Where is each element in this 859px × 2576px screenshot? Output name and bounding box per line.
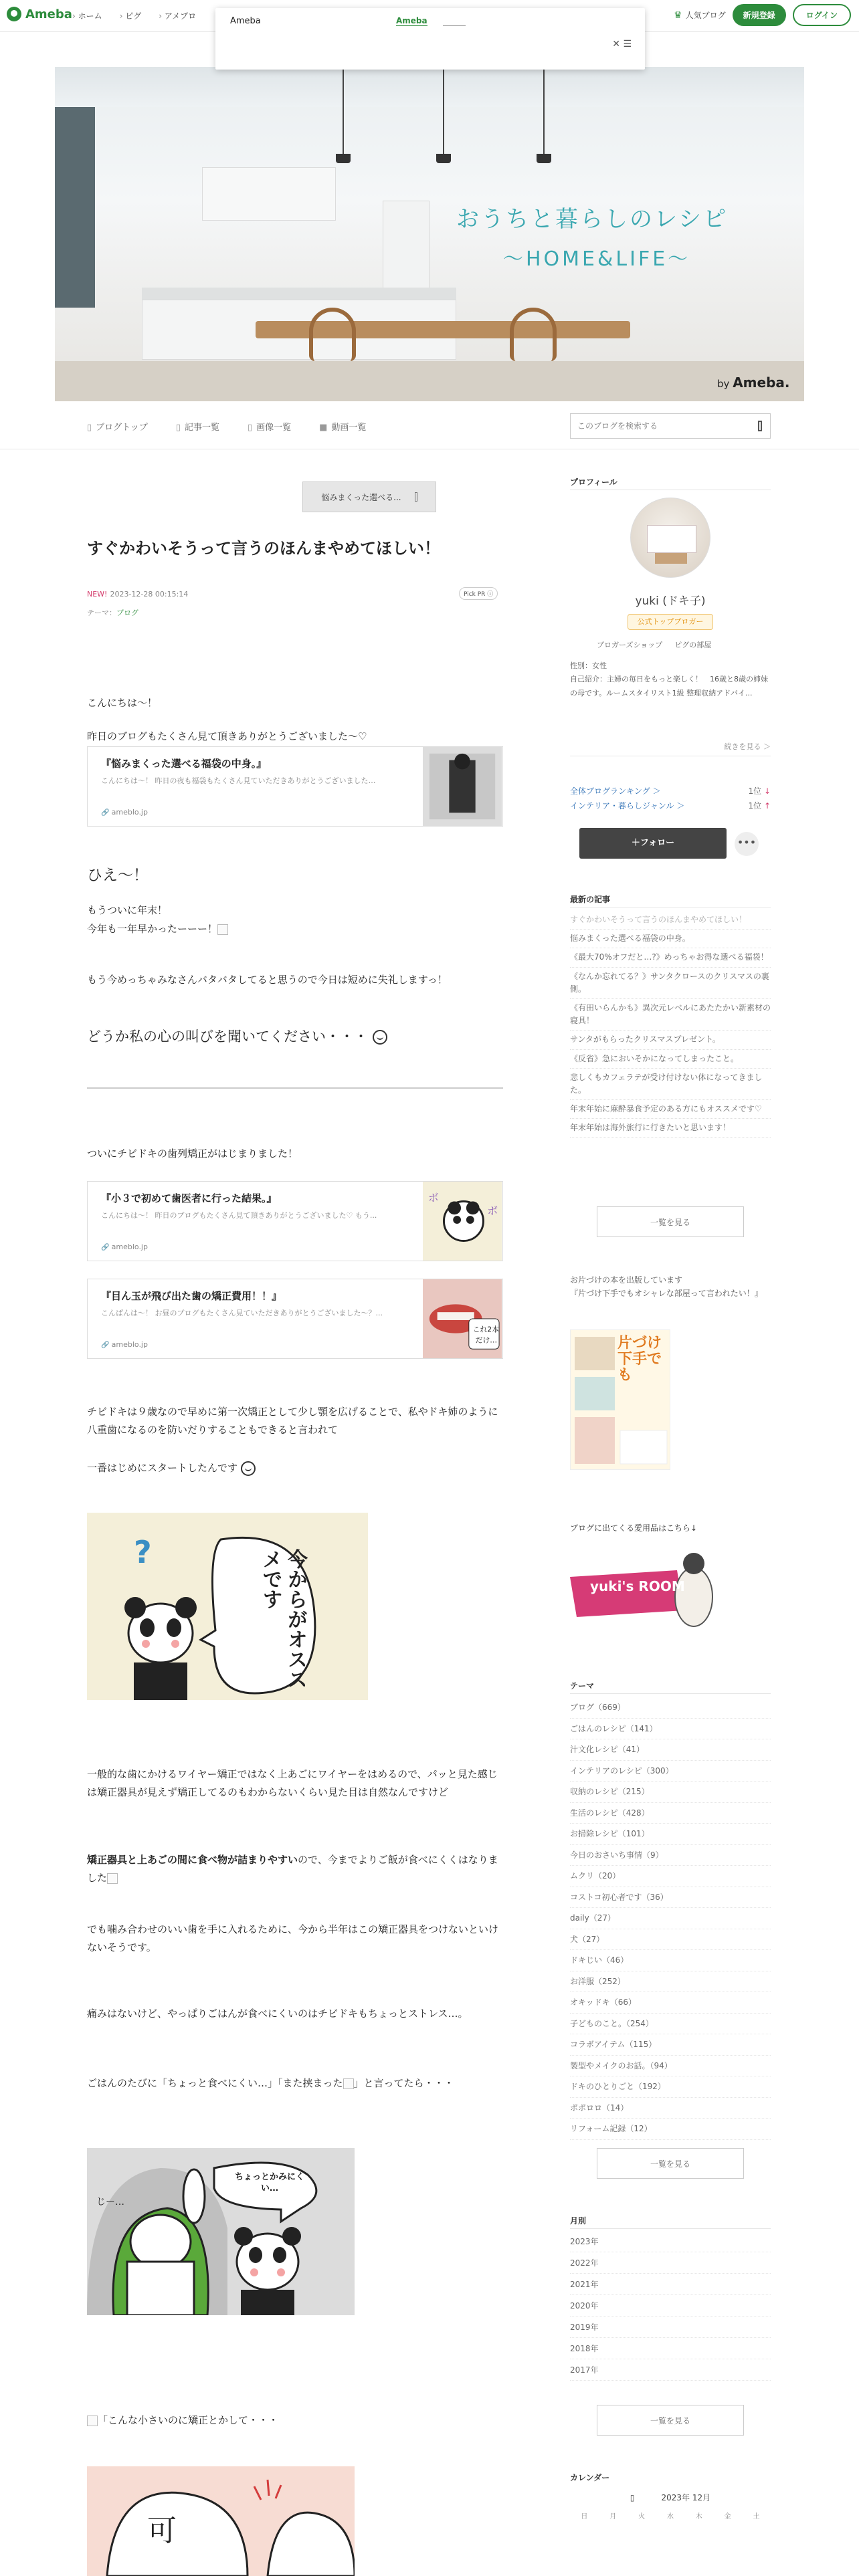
theme-link[interactable]: 子どものこと。（254） — [570, 2014, 771, 2035]
emoji-image — [107, 1873, 118, 1884]
nav-home[interactable]: › ホーム — [72, 10, 102, 21]
svg-text:ボ: ボ — [427, 1191, 439, 1204]
paragraph — [87, 920, 503, 938]
nav-dropdown-popup — [215, 8, 645, 70]
paragraph: こんにちは〜！ — [87, 697, 158, 709]
article-meta — [87, 590, 188, 599]
recent-article-link[interactable]: 《なんか忘れてる？》サンタクロースのクリスマスの裏側。 — [570, 968, 771, 999]
floor — [55, 361, 804, 401]
follow-button[interactable]: ＋フォロー — [579, 828, 727, 859]
blognav-label: 動画一覧 — [331, 423, 367, 433]
emoji-image — [217, 924, 228, 935]
paragraph: もう今めっちゃみなさんバタバタしてると思うので今日は短めに失礼しますっ！ — [87, 974, 448, 986]
theme-link[interactable]: 今日のおさいち事情（9） — [570, 1845, 771, 1866]
select-icon — [415, 492, 417, 502]
banner-title: おうちと暮らしのレシピ — [456, 206, 729, 233]
recent-article-link[interactable]: 悲しくもカフェラテが受け付けない体になってきました。 — [570, 1069, 771, 1100]
popup-underline — [443, 25, 466, 26]
theme-link[interactable]: daily（27） — [570, 1908, 771, 1929]
pickpr-badge[interactable]: Pick PR ⓘ — [459, 587, 498, 600]
link-card-site: 🔗 ameblo.jp — [101, 808, 148, 817]
login-button[interactable]: ログイン — [793, 4, 851, 26]
related-select-button[interactable] — [302, 481, 436, 512]
banner-subtitle: 〜HOME&LIFE〜 — [503, 247, 691, 271]
home-icon: ▯ — [87, 423, 92, 433]
link-card-title: 『悩みまくった選べる福袋の中身。』 — [101, 758, 267, 770]
theme-link[interactable]: オキッドキ（66） — [570, 1992, 771, 2014]
signup-button[interactable]: 新規登録 — [733, 4, 786, 26]
profile-heading: プロフィール — [570, 477, 617, 487]
banner-ceiling — [55, 67, 804, 107]
ranking-overall[interactable] — [570, 785, 771, 796]
book-cover-text: 片づけ下手でも — [617, 1335, 662, 1384]
link-card-title: 『目ん玉が飛び出た歯の矯正費用！！』 — [101, 1290, 282, 1302]
theme-link[interactable]: インテリアのレシピ（300） — [570, 1761, 771, 1782]
speech-bubble-text: ちょっとかみにくい… — [234, 2172, 304, 2193]
recent-article-link[interactable]: サンタがもらったクリスマスプレゼント。 — [570, 1031, 771, 1049]
theme-link[interactable]: ムクリ（20） — [570, 1866, 771, 1887]
smile-icon — [373, 1030, 387, 1045]
paragraph-text: 今年も一年早かったーーー！ — [87, 923, 218, 935]
speech-bubble-text: 今からがオススメです — [258, 1549, 307, 1689]
profile-avatar[interactable] — [630, 498, 710, 578]
recent-article-link[interactable]: 《有田いらんかも》異次元レベルにあたたかい新素材の寝具！ — [570, 999, 771, 1031]
profile-more-link[interactable]: 続きを見る ＞ — [724, 742, 771, 751]
popup-close-icon[interactable]: ✕ ☰ — [612, 39, 632, 49]
eating-illustration — [87, 2148, 355, 2315]
illustration-text: 可 — [147, 2514, 177, 2548]
rank-value — [748, 785, 771, 796]
theme-link[interactable]: ごはんのレシピ（141） — [570, 1719, 771, 1740]
calendar-weekday: 火 — [638, 2513, 646, 2520]
section-heading — [87, 1026, 503, 1046]
banner-window — [55, 107, 95, 308]
ameba-logo-icon — [7, 7, 21, 21]
calendar-weekday: 水 — [666, 2513, 674, 2520]
svg-text:ボ: ボ — [487, 1204, 498, 1218]
paragraph: でも噛み合わせのいい歯を手に入れるために、今から半年はこの矯正器具をつけないといけないそうです。 — [87, 1923, 499, 1953]
calendar-weekday: 金 — [724, 2513, 731, 2520]
link-card[interactable] — [87, 1181, 503, 1261]
paragraph-text: 」と言ってたら・・・ — [353, 2077, 454, 2089]
link-card-site: 🔗 ameblo.jp — [101, 1340, 148, 1349]
official-blogger-badge[interactable]: 公式トップブロガー — [628, 614, 713, 630]
ameba-logo-text: Ameba — [25, 7, 72, 21]
theme-link[interactable]: リフォーム記録（12） — [570, 2119, 771, 2140]
theme-link[interactable]: ドキじい（46） — [570, 1950, 771, 1971]
crown-icon: ♛ — [674, 9, 682, 21]
theme-link[interactable]: 汁文化レシピ（41） — [570, 1739, 771, 1761]
calendar-weekday: 日 — [581, 2513, 588, 2520]
theme-link[interactable]: 生活のレシピ（428） — [570, 1803, 771, 1824]
book-heading: お片づけの本を出版しています — [570, 1275, 683, 1285]
theme-see-all-button[interactable]: 一覧を見る — [597, 2148, 744, 2179]
svg-text:?: ? — [134, 1534, 152, 1570]
month-link[interactable]: 2023年 — [570, 2231, 771, 2252]
rank-down-icon: ↓ — [763, 786, 771, 796]
month-link[interactable]: 2020年 — [570, 2295, 771, 2317]
related-select-label: 悩みまくった選べる... — [321, 492, 401, 502]
chair — [510, 308, 557, 361]
link-card-site: 🔗 ameblo.jp — [101, 1243, 148, 1251]
theme-link[interactable]: お掃除レシピ（101） — [570, 1824, 771, 1845]
paragraph: チビドキは９歳なので早めに第一次矯正として少し顎を広げることで、私やドキ姉のように八重歯になるのを防いだりすることもできると言われて — [87, 1406, 498, 1436]
paragraph-text: 「こんな小さいのに矯正とかして・・・ — [98, 2414, 279, 2426]
room-heading: ブログに出てくる愛用品はこちら↓ — [570, 1523, 698, 1533]
link-card-desc: こんばんは〜！ お昼のブログもたくさん見ていただきありがとうございました〜？... — [101, 1309, 383, 1317]
divider — [570, 2228, 771, 2229]
recent-article-link[interactable]: 《反省》急においそかになってしまったこと。 — [570, 1050, 771, 1069]
theme-link[interactable]: ブログ（669） — [570, 1697, 771, 1719]
theme-link[interactable]: コストコ初心者です（36） — [570, 1887, 771, 1909]
blognav-item-videos[interactable] — [319, 420, 366, 433]
blognav-item-articles[interactable] — [176, 420, 219, 433]
rank-number: 1位 — [748, 786, 762, 796]
calendar-weekdays — [570, 2510, 771, 2520]
recent-article-link[interactable]: 悩みまくった選べる福袋の中身。 — [570, 930, 771, 948]
paragraph: もうついに年末！ — [87, 904, 168, 916]
paragraph — [87, 1459, 503, 1477]
profile-name[interactable]: yuki (ドキ子) — [635, 595, 706, 608]
popular-blog-link[interactable] — [674, 9, 726, 21]
profile-description: 性別：女性 自己紹介：主婦の毎日をもっと楽しく！ 16歳と8歳の姉妹の母です。ルームスタイリスト1級 整理収納アドバイ... — [570, 661, 768, 697]
paragraph: ついにチビドキの歯列矯正がはじまりました！ — [87, 1148, 298, 1160]
svg-text:これ2本: これ2本 — [472, 1325, 499, 1334]
link-card-title: 『小３で初めて歯医者に行った結果。』 — [101, 1192, 277, 1204]
illustration-panda-recommend — [87, 1513, 368, 1700]
emoji-image — [343, 2078, 354, 2089]
link-card[interactable] — [87, 1279, 503, 1359]
pendant-lamp — [343, 67, 344, 154]
room-label: yuki's ROOM — [590, 1578, 685, 1594]
upper-cabinet — [202, 167, 336, 221]
recent-articles — [570, 911, 771, 1138]
stare-text: じー… — [96, 2197, 124, 2208]
theme-list — [570, 1697, 771, 2140]
calendar-weekday: 月 — [609, 2513, 617, 2520]
header-actions — [674, 4, 851, 26]
banner-by: by — [717, 378, 730, 390]
paragraph-bold: 矯正器具と上あごの間に食べ物が詰まりやすい — [87, 1854, 298, 1866]
paragraph — [87, 1851, 503, 1887]
rank-value — [748, 800, 771, 811]
link-card-desc: こんにちは〜！ 昨日のブログもたくさん見て頂きありがとうございました♡ もう... — [101, 1211, 377, 1220]
pigg-room-link[interactable]: ピグの部屋 — [674, 641, 712, 649]
more-options-icon[interactable]: ••• — [735, 832, 759, 856]
article-title: すぐかわいそうって言うのほんまやめてほしい！ — [87, 539, 440, 558]
search-icon[interactable] — [758, 421, 762, 431]
blognav-label: 画像一覧 — [256, 423, 292, 433]
cute-illustration — [87, 2466, 355, 2576]
theme-heading: テーマ — [570, 1681, 595, 1691]
smile-icon — [241, 1461, 256, 1476]
new-label: NEW! — [87, 590, 108, 599]
paragraph — [87, 2074, 503, 2092]
popup-link[interactable]: Ameba — [396, 16, 427, 25]
blog-search-input[interactable] — [571, 414, 738, 438]
room-banner[interactable] — [570, 1543, 717, 1637]
paragraph: 昨日のブログもたくさん見て頂きありがとうございました〜♡ — [87, 730, 367, 742]
link-card-thumbnail — [422, 747, 502, 826]
video-icon: ■ — [319, 423, 328, 433]
emoji-image — [87, 2416, 98, 2426]
recent-article-link[interactable]: 《最大70%オフだと…?》めっちゃお得な選べる福袋！ — [570, 948, 771, 967]
paragraph-text: ごはんのたびに「ちょっと食べにくい…」「また挟まった — [87, 2077, 343, 2089]
chair — [309, 308, 356, 361]
month-link[interactable]: 2022年 — [570, 2252, 771, 2274]
nav-ameblo[interactable]: › アメブロ — [159, 10, 196, 21]
article-theme — [87, 607, 138, 618]
month-link[interactable]: 2017年 — [570, 2359, 771, 2381]
calendar-month — [570, 2492, 771, 2503]
calendar-heading: カレンダー — [570, 2473, 610, 2482]
rank-label: 全体ブログランキング ＞ — [570, 786, 661, 796]
global-nav — [72, 10, 196, 21]
theme-link[interactable]: ドキのひとりごと（192） — [570, 2076, 771, 2098]
section-heading-text: どうか私の心の叫びを聞いてください・・・ — [87, 1029, 368, 1045]
illustration-eating — [87, 2148, 355, 2315]
ameba-logo[interactable] — [7, 7, 72, 21]
illustration-cute — [87, 2466, 355, 2576]
paragraph: 痛みはないけど、やっぱりごはんが食べにくいのはチビドキもちょっとストレス…。 — [87, 2008, 468, 2020]
recent-article-link[interactable]: 年末年始に麻酔暴食予定のある方にもオススメです♡ — [570, 1100, 771, 1119]
divider — [570, 1693, 771, 1694]
blog-nav — [0, 401, 859, 449]
theme-link[interactable]: コラボアイテム（115） — [570, 2034, 771, 2056]
svg-text:だけ…: だけ… — [475, 1335, 498, 1345]
popular-blog-label: 人気ブログ — [685, 11, 726, 20]
theme-link[interactable]: ブログ — [116, 609, 138, 617]
paragraph — [87, 2411, 503, 2430]
theme-link[interactable]: お洋服（252） — [570, 1971, 771, 1993]
month-list — [570, 2231, 771, 2381]
link-card-desc: こんにちは〜！ 昨日の夜も福袋もたくさん見ていただきありがとうございました… — [101, 776, 376, 785]
month-link[interactable]: 2018年 — [570, 2338, 771, 2359]
calendar-weekday: 木 — [695, 2513, 702, 2520]
rank-up-icon: ↑ — [763, 801, 771, 811]
blognav-item-images[interactable] — [248, 420, 291, 433]
ranking-genre[interactable] — [570, 800, 771, 811]
bloggers-shop-link[interactable]: ブロガーズショップ — [597, 641, 663, 649]
month-link[interactable]: 2021年 — [570, 2274, 771, 2295]
profile-links — [597, 639, 711, 650]
popup-brand: Ameba — [230, 16, 261, 26]
month-heading: 月別 — [570, 2216, 587, 2226]
paragraph-text: 一番はじめにスタートしたんです — [87, 1462, 238, 1474]
paragraph-text: ので、今までよりご飯が食べにくくはなりました — [87, 1854, 498, 1884]
recent-see-all-button[interactable]: 一覧を見る — [597, 1206, 744, 1237]
blognav-item-top[interactable] — [87, 420, 148, 433]
pendant-lamp — [543, 67, 545, 154]
link-card[interactable] — [87, 746, 503, 827]
theme-link[interactable]: 犬（27） — [570, 1929, 771, 1951]
rank-label: インテリア・暮らしジャンル ＞ — [570, 801, 685, 811]
link-card-thumbnail — [422, 1279, 502, 1358]
book-promo — [570, 1273, 771, 1301]
blog-search — [570, 413, 771, 439]
calendar-month-label: 2023年 12月 — [661, 2493, 711, 2502]
month-see-all-button[interactable]: 一覧を見る — [597, 2405, 744, 2436]
banner-by-ameba — [717, 374, 789, 391]
section-heading: ひえ〜！ — [87, 867, 149, 884]
blog-header-banner[interactable] — [55, 67, 804, 401]
image-icon: ▯ — [247, 423, 253, 433]
blognav-label: ブログトップ — [96, 423, 148, 433]
nav-pigg[interactable]: › ピグ — [120, 10, 142, 21]
theme-label: テーマ： — [87, 609, 116, 617]
theme-link[interactable]: ポポロロ（14） — [570, 2098, 771, 2119]
banner-by-brand: Ameba. — [733, 374, 790, 391]
recent-article-link[interactable]: 年末年始は海外旅行に行きたいと思います！ — [570, 1119, 771, 1138]
paragraph: 一般的な歯にかけるワイヤー矯正ではなく上あごにワイヤーをはめるので、パッと見た感じは矯正器具が見えず矯正してるのもわからないくらい見た目は自然なんですけど — [87, 1768, 498, 1798]
theme-link[interactable]: 製型やメイクのお話。（94） — [570, 2056, 771, 2077]
article-date: 2023-12-28 00:15:14 — [110, 590, 189, 599]
month-link[interactable]: 2019年 — [570, 2317, 771, 2338]
blognav-label: 記事一覧 — [184, 423, 219, 433]
recent-article-link[interactable]: すぐかわいそうって言うのほんまやめてほしい！ — [570, 911, 771, 930]
calendar-prev-icon[interactable]: ▯ — [630, 2493, 635, 2502]
calendar-weekday: 土 — [753, 2513, 760, 2520]
theme-link[interactable]: 収納のレシピ（215） — [570, 1782, 771, 1803]
book-cover-image[interactable] — [570, 1329, 670, 1470]
book-title[interactable]: 『片づけ下手でもオシャレな部屋って言われたい！』 — [570, 1289, 763, 1299]
recent-heading: 最新の記事 — [570, 895, 611, 904]
kitchen-counter — [142, 288, 456, 300]
rank-number: 1位 — [748, 801, 762, 811]
pendant-lamp — [443, 67, 444, 154]
divider — [87, 1087, 503, 1089]
list-icon: ▯ — [175, 423, 181, 433]
link-card-thumbnail — [422, 1182, 502, 1261]
